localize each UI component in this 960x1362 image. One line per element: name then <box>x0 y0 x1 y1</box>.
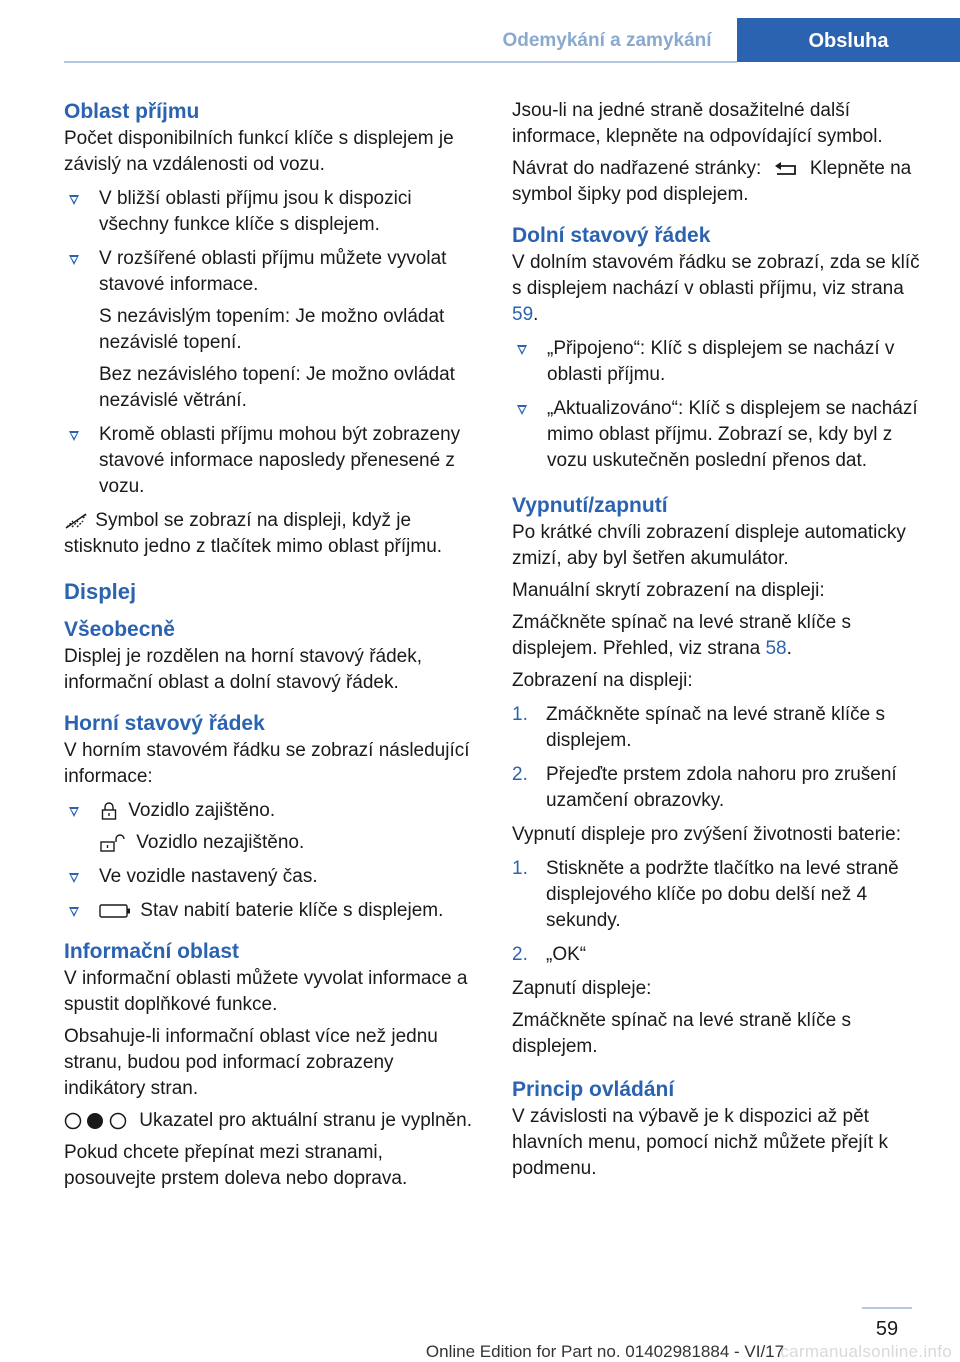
symbol-note-para <box>64 508 478 560</box>
bullet-marker-icon <box>69 873 79 883</box>
info-text-1: V informační oblasti můžete vyvolat informace a spustit doplňkové funkce. <box>64 968 468 1015</box>
list-item <box>64 798 478 856</box>
off-heading: Vypnutí/zapnutí <box>512 494 668 517</box>
list-item <box>64 422 478 500</box>
unlocked-line <box>99 830 478 856</box>
edition-footer: Online Edition for Part no. 01402981884 - VI/17 <box>425 1342 785 1361</box>
list-item <box>512 856 932 934</box>
page-link-58[interactable]: 58 <box>765 638 787 659</box>
off-text-2: Manuální skrytí zobrazení na displeji: <box>512 580 825 601</box>
list-item <box>512 762 932 814</box>
back-arrow-icon <box>773 161 799 177</box>
principle-text: V závislosti na výbavě je k dispozici až pět hlavních menu, pomocí nichž můžete přejít k podmenu. <box>512 1106 888 1179</box>
bullet-marker-icon <box>69 431 79 441</box>
lower-bullet-1: „Připojeno“: Klíč s displejem se nachází v oblasti příjmu. <box>547 338 895 385</box>
section-title: Odemykání a zamykání <box>502 30 712 51</box>
left-column <box>64 98 478 1192</box>
list-item <box>64 864 478 890</box>
off-text-3: Zmáčkněte spínač na levé straně klíče s displejem. Přehled, viz strana <box>512 612 851 659</box>
display-heading: Displej <box>64 579 137 604</box>
bullet-marker-icon <box>69 255 79 265</box>
list-item <box>64 246 478 414</box>
list-item <box>64 898 478 924</box>
list-item <box>512 336 932 388</box>
header-rule <box>64 61 737 63</box>
no-signal-icon <box>64 512 90 530</box>
indicator-text: Ukazatel pro aktuální stranu je vyplněn. <box>139 1110 472 1131</box>
range-heading: Oblast příjmu <box>64 100 200 123</box>
range-bullet-1: V bližší oblasti příjmu jsou k dispozici všechny funkce klíče s displejem. <box>99 188 412 235</box>
bullet-marker-icon <box>69 195 79 205</box>
bat-step-2: „OK“ <box>546 944 587 965</box>
bullet-marker-icon <box>69 907 79 917</box>
range-bullet-3: Kromě oblasti příjmu mohou být zobrazeny stavové informace naposledy přenesené z vozu. <box>99 424 461 497</box>
bullet-marker-icon <box>517 345 527 355</box>
unlocked-text: Vozidlo nezajištěno. <box>136 832 305 853</box>
page-header <box>0 0 960 62</box>
lower-para: V dolním stavovém řádku se zobrazí, zda se klíč s displejem nachází v oblasti příjmu, viz strana 59. <box>512 252 920 325</box>
list-item <box>512 942 932 968</box>
step-number: 2. <box>512 944 528 965</box>
lock-closed-icon <box>99 801 119 821</box>
locked-line <box>99 798 478 824</box>
info-swipe: Pokud chcete přepínat mezi stranami, posouvejte prstem doleva nebo doprava. <box>64 1142 408 1189</box>
right-column <box>512 98 932 1182</box>
bullet-marker-icon <box>69 807 79 817</box>
on-text-2: Zmáčkněte spínač na levé straně klíče s displejem. <box>512 1010 851 1057</box>
step-number: 1. <box>512 858 528 879</box>
symbol-note: Symbol se zobrazí na displeji, když je stisknuto jedno z tlačítek mimo oblast příjmu. <box>64 510 443 557</box>
time-text: Ve vozidle nastavený čas. <box>99 866 318 887</box>
more-info: Jsou-li na jedné straně dosažitelné další informace, klepněte na odpovídající symbol. <box>512 100 883 147</box>
off-text-3-para: Zmáčkněte spínač na levé straně klíče s displejem. Přehled, viz strana 58. <box>512 612 851 659</box>
list-item <box>512 396 932 474</box>
bat-step-1: Stiskněte a podržte tlačítko na levé straně displejového klíče po dobu delší než 4 sekundy. <box>546 858 899 931</box>
upper-intro: V horním stavovém řádku se zobrazí následující informace: <box>64 740 470 787</box>
page-indicator-icon <box>64 1111 128 1131</box>
range-intro: Počet disponibilních funkcí klíče s displejem je závislý na vzdálenosti od vozu. <box>64 128 454 175</box>
step-number: 2. <box>512 764 528 785</box>
battery-text: Stav nabití baterie klíče s displejem. <box>140 900 444 921</box>
back-suffix: Klepněte na symbol šipky pod displejem. <box>512 158 912 205</box>
list-item <box>512 702 932 754</box>
footer-rule <box>862 1307 912 1309</box>
off-text-1: Po krátké chvíli zobrazení displeje automaticky zmizí, aby byl šetřen akumulátor. <box>512 522 906 569</box>
range-bullet-2-sub-2: Bez nezávislého topení: Je možno ovládat nezávislé větrání. <box>99 364 455 411</box>
step-number: 1. <box>512 704 528 725</box>
lock-open-icon <box>99 833 129 853</box>
battery-icon <box>99 904 131 918</box>
page-link-59[interactable]: 59 <box>512 304 534 325</box>
general-text: Displej je rozdělen na horní stavový řádek, informační oblast a dolní stavový řádek. <box>64 646 423 693</box>
range-bullet-2: V rozšířené oblasti příjmu můžete vyvolat stavové informace. <box>99 248 447 295</box>
watermark: carmanualsonline.info <box>780 1342 952 1361</box>
locked-text: Vozidlo zajištěno. <box>128 800 276 821</box>
chapter-tab: Obsluha <box>737 18 960 62</box>
upper-heading: Horní stavový řádek <box>64 712 265 735</box>
off-step-2: Přejeďte prstem zdola nahoru pro zrušení uzamčení obrazovky. <box>546 764 897 811</box>
off-step-1: Zmáčkněte spínač na levé straně klíče s displejem. <box>546 704 885 751</box>
range-bullet-2-sub-1: S nezávislým topením: Je možno ovládat nezávislé topení. <box>99 306 445 353</box>
lower-heading: Dolní stavový řádek <box>512 224 711 247</box>
back-para <box>512 156 932 208</box>
lower-bullet-2: „Aktualizováno“: Klíč s displejem se nachází mimo oblast příjmu. Zobrazí se, kdy byl z vozu uskutečněn poslední přenos dat. <box>547 398 918 471</box>
bullet-marker-icon <box>517 405 527 415</box>
list-item <box>64 186 478 238</box>
off-text-5: Vypnutí displeje pro zvýšení životnosti baterie: <box>512 824 901 845</box>
info-heading: Informační oblast <box>64 940 240 963</box>
back-prefix: Návrat do nadřazené stránky: <box>512 158 762 179</box>
principle-heading: Princip ovládání <box>512 1078 675 1101</box>
off-text-4: Zobrazení na displeji: <box>512 670 693 691</box>
info-text-2: Obsahuje-li informační oblast více než jednu stranu, budou pod informací zobrazeny indikátory stran. <box>64 1026 438 1099</box>
page-number: 59 <box>875 1318 899 1340</box>
indicator-para <box>64 1108 478 1134</box>
lower-text: V dolním stavovém řádku se zobrazí, zda se klíč s displejem nachází v oblasti příjmu, viz strana <box>512 252 920 299</box>
on-text-1: Zapnutí displeje: <box>512 978 652 999</box>
general-heading: Všeobecně <box>64 618 175 641</box>
